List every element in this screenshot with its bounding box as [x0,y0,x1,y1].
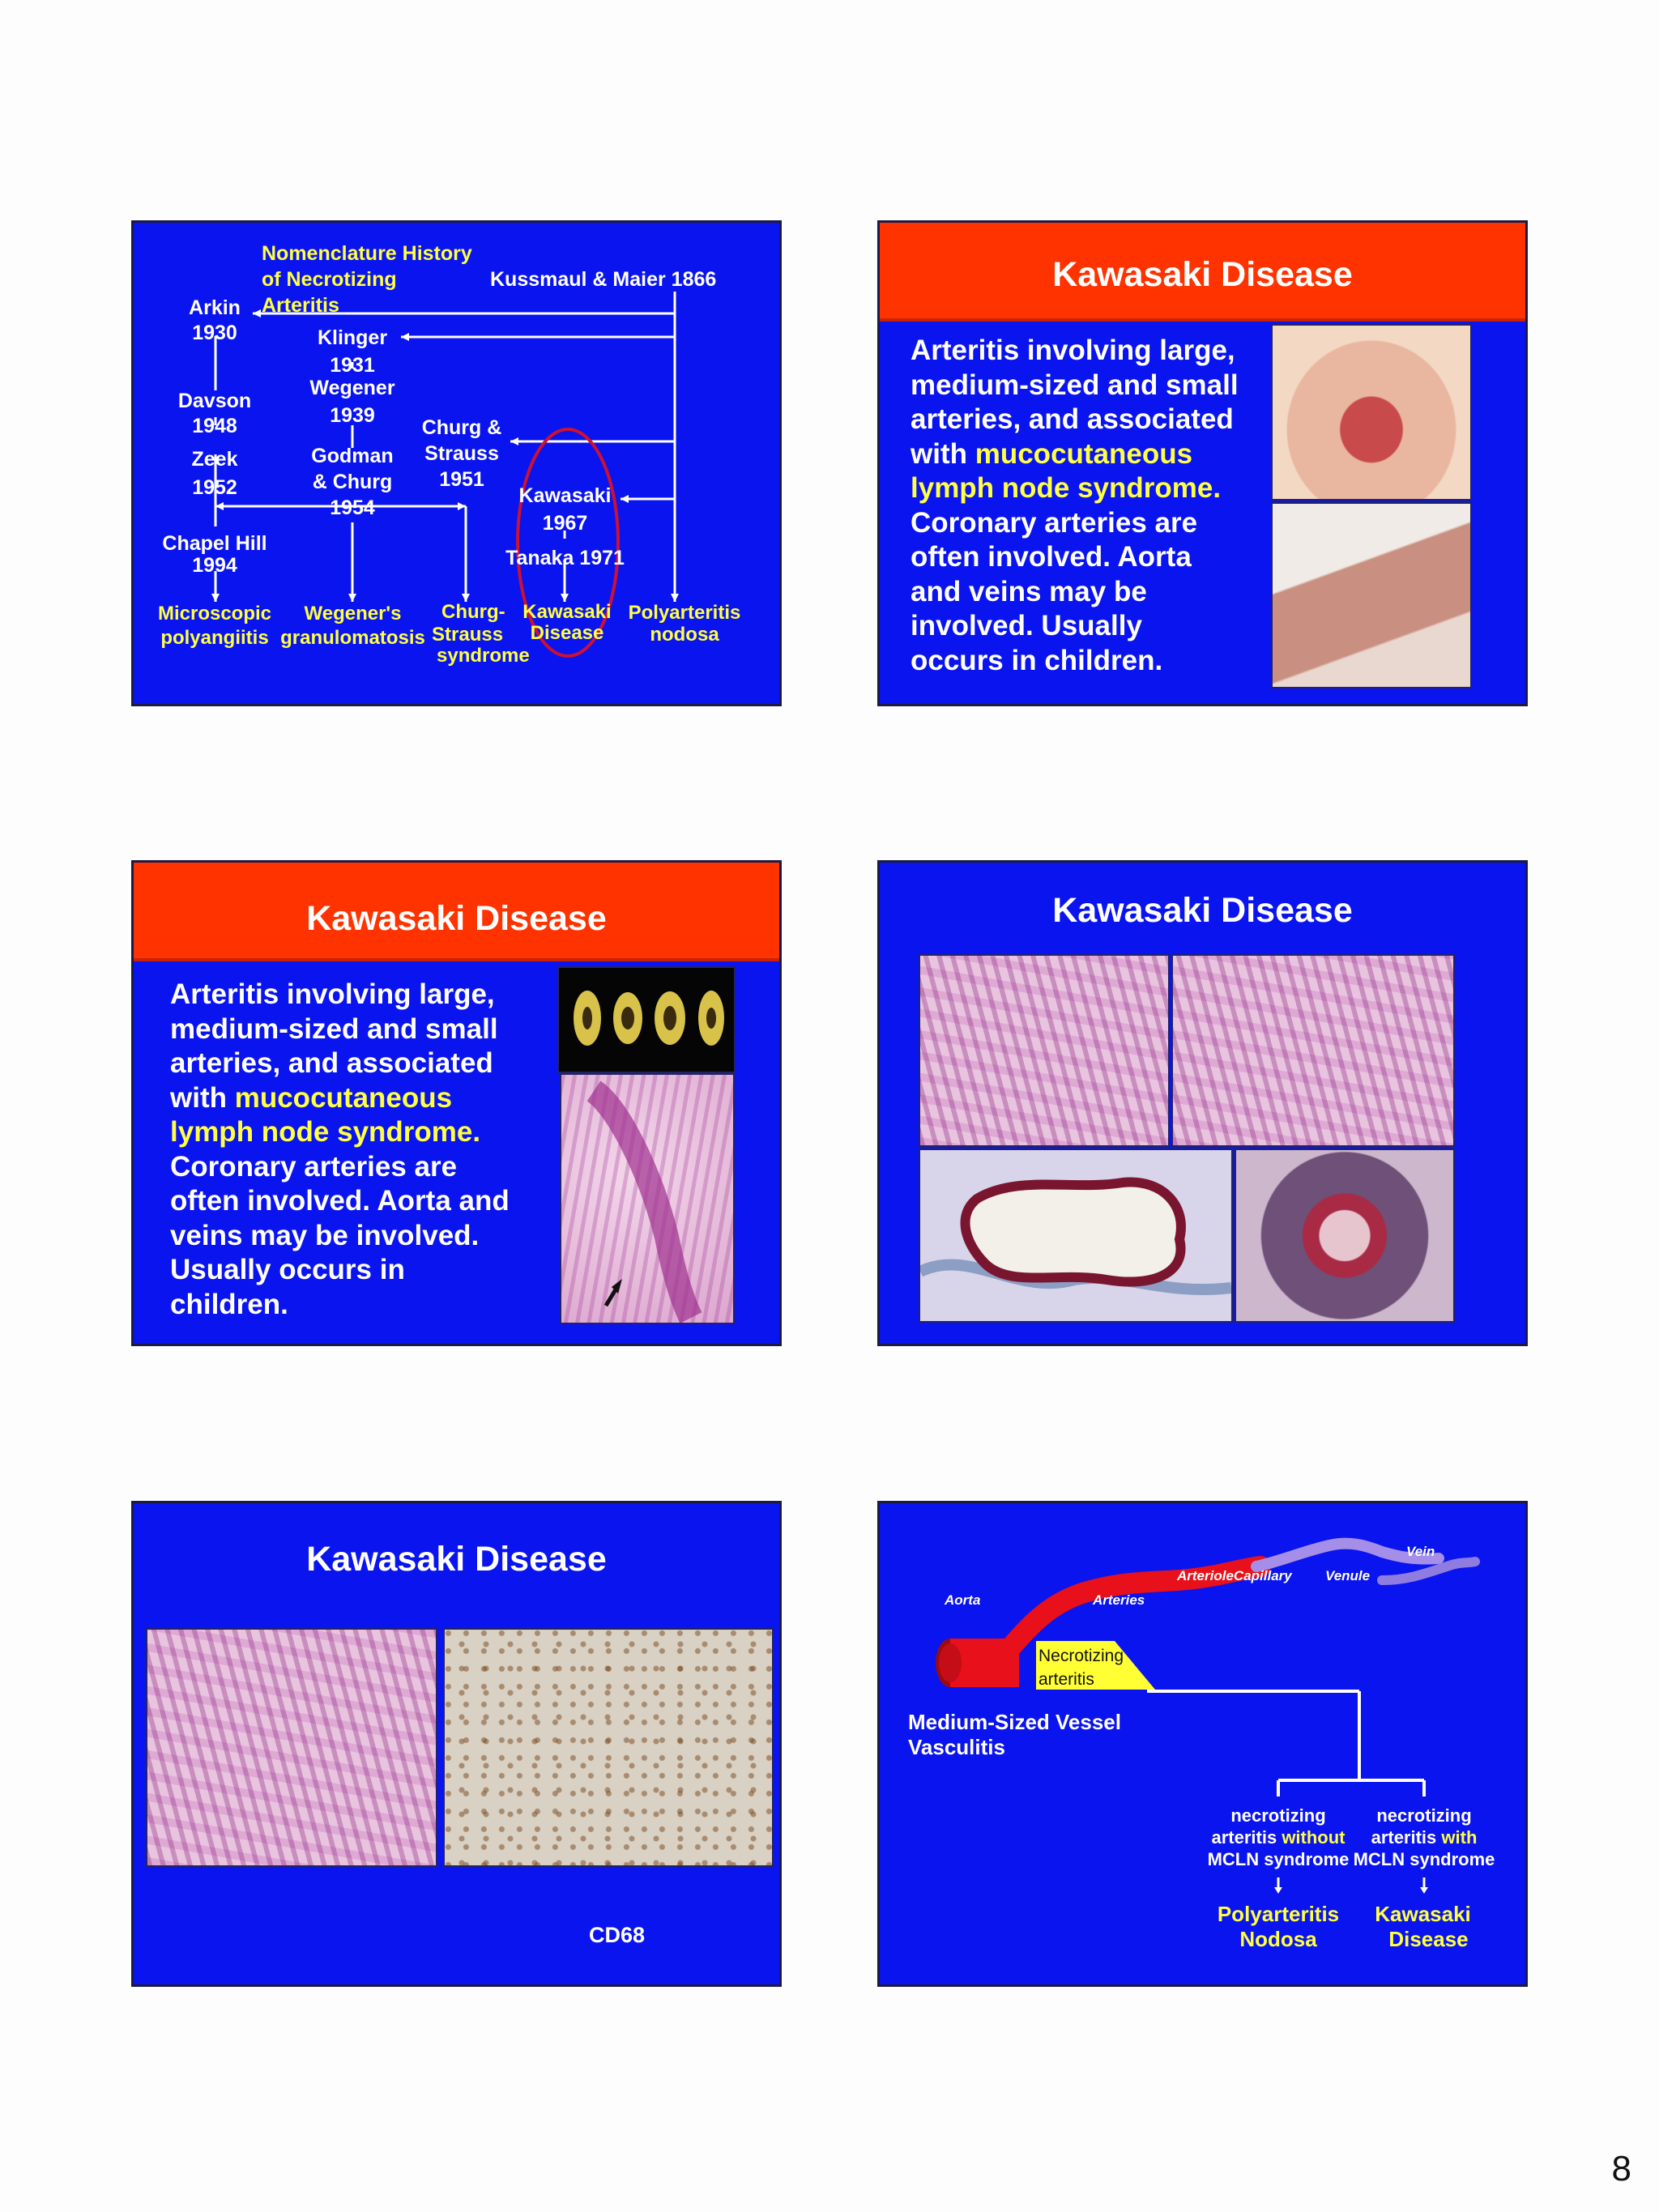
slide-title: Kawasaki Disease [1052,891,1353,930]
slide-title: Kawasaki Disease [1052,255,1353,294]
label-arteries: Arteries [1093,1592,1145,1608]
chapel-hill-label: Chapel Hill 1994 [162,532,267,577]
kawasaki-description: Arteritis involving large, medium-sized and small arteries, and associated with mucocutaneous lymph node syndrome. Coronary arteries are often involved. Aorta and veins may be involved. Usually occurs in children. [170,978,510,1320]
medium-sized-vessel-heading: Medium-Sized Vessel Vasculitis [908,1710,1121,1759]
title-line-1: Nomenclature History [262,242,472,265]
davson-label: Davson 1948 [177,390,252,437]
kawasaki-description: Arteritis involving large, medium-sized and small arteries, and associated with mucocutaneous lymph node syndrome. Coronary arteries are often involved. Aorta and veins may be involved. Usually occurs in children. [911,335,1239,676]
godman-churg-label: Godman & Churg 1954 [311,445,394,519]
slide-kawasaki-photos [877,220,1528,706]
label-aorta: Aorta [945,1592,981,1608]
micrograph-coronary-artery [560,1073,735,1324]
kussmaul-label: Kussmaul & Maier 1866 [490,268,717,291]
zeek-label: Zeek 1952 [191,448,238,499]
page-number: 8 [1611,2149,1631,2189]
branch-with-mcln: necrotizing arteritis with MCLN syndrome [1353,1805,1495,1869]
cd68-caption: CD68 [589,1923,646,1947]
slide-kawasaki-cd68 [131,1501,782,1987]
slide-nomenclature-history [131,220,782,706]
outcome-polyarteritis-nodosa: Polyarteritis nodosa [628,602,741,646]
label-vein: Vein [1406,1544,1435,1559]
label-venule: Venule [1325,1568,1371,1583]
slide-title: Kawasaki Disease [306,1540,607,1579]
micrograph-top-right [1171,954,1455,1147]
nomenclature-title [262,241,472,318]
slide-kawasaki-histology [131,860,782,1346]
micrograph-elastic-stain [919,1149,1233,1323]
wegener-label: Wegener 1939 [309,377,395,427]
micrograph-inflamed-artery [1235,1149,1455,1323]
photo-coronary-sections [557,966,736,1073]
branch-without-mcln: necrotizing arteritis without MCLN syndrome [1207,1805,1350,1869]
slide-title: Kawasaki Disease [306,899,607,938]
necrotizing-arteritis-box: Necrotizing arteritis [1038,1647,1124,1689]
title-line-3: Arteritis [262,294,339,317]
outcome-microscopic-polyangiitis: Microscopic polyangiitis [157,603,272,649]
outcome-churg-strauss-syndrome: Churg- Strauss syndrome [432,601,530,667]
title-line-2: of Necrotizing [262,268,397,291]
micrograph-he-stain [146,1628,437,1867]
photo-strawberry-tongue [1271,324,1472,501]
slide-medium-vessel-vasculitis [877,1501,1528,1987]
churg-strauss-label: Churg & Strauss 1951 [421,416,502,491]
micrograph-top-left [919,954,1170,1147]
outcome-wegeners-granulomatosis: Wegener's granulomatosis [280,603,425,649]
klinger-label: Klinger 1931 [317,326,388,377]
result-kawasaki-disease: Kawasaki Disease [1375,1902,1471,1951]
kawasaki-1967-label: Kawasaki 1967 [518,484,612,535]
photo-peeling-fingers [1271,502,1472,688]
tanaka-label: Tanaka 1971 [505,547,625,569]
slide-kawasaki-micrographs [877,860,1528,1346]
outcome-kawasaki-disease: Kawasaki Disease [522,601,612,644]
label-arteriole-capillary: ArterioleCapillary [1177,1568,1292,1583]
micrograph-cd68-stain [443,1628,774,1867]
result-polyarteritis-nodosa: Polyarteritis Nodosa [1217,1902,1340,1951]
arkin-label: Arkin 1930 [189,296,241,344]
